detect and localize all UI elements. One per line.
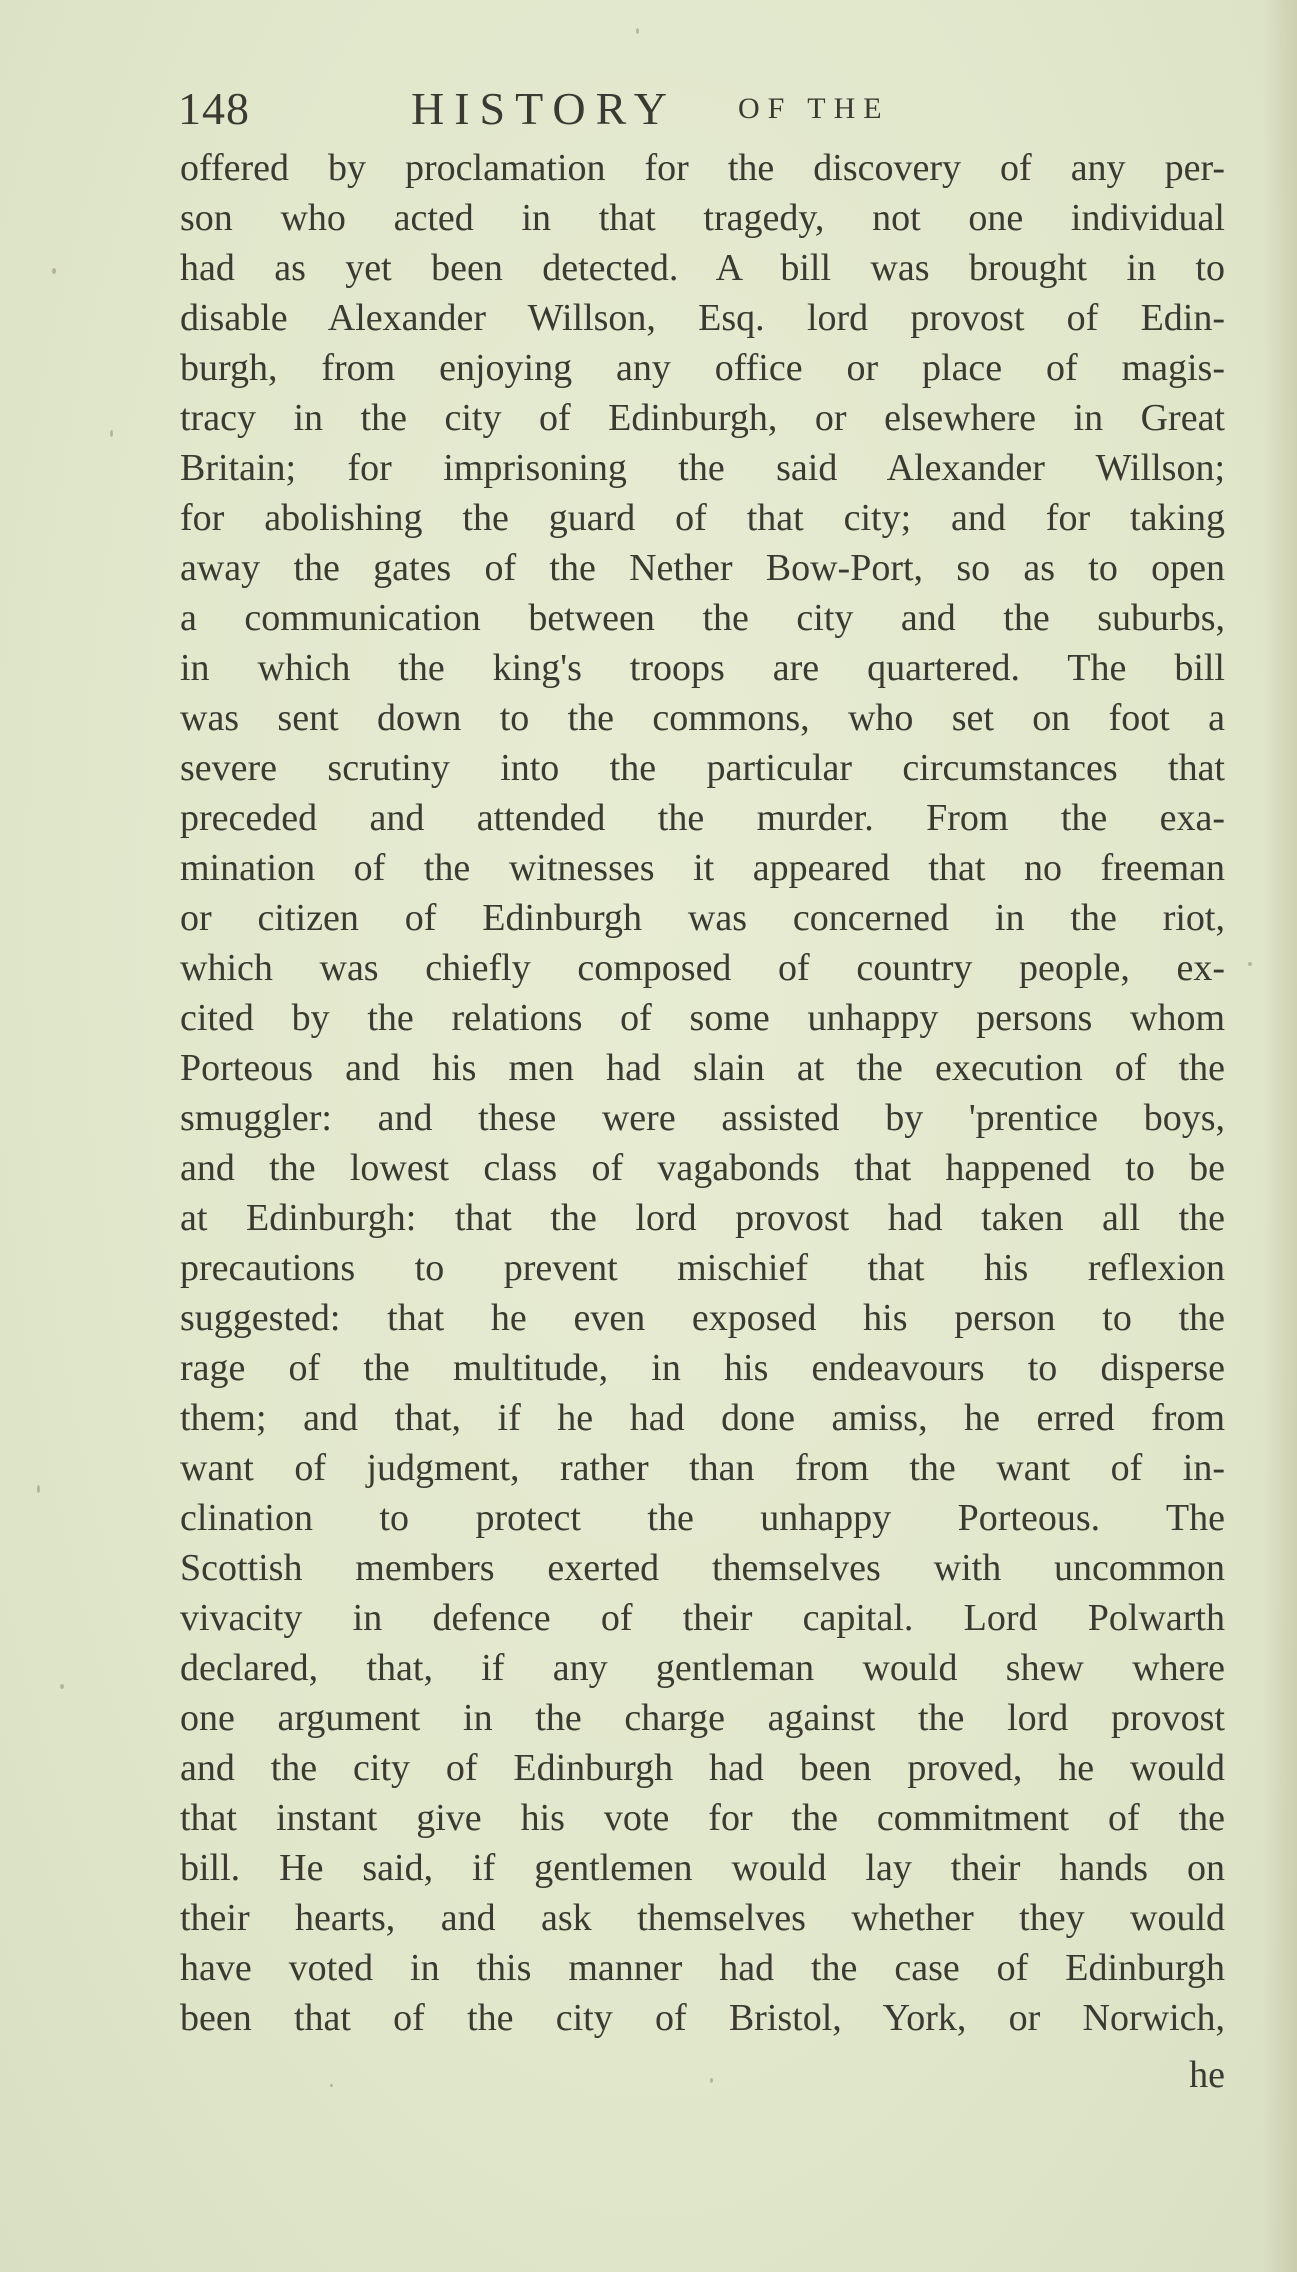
text-line: that instant give his vote for the commitment of the	[180, 1797, 1225, 1839]
text-line: Britain; for imprisoning the said Alexander Willson;	[180, 447, 1225, 489]
text-line: been that of the city of Bristol, York, or Norwich,	[180, 1997, 1225, 2039]
running-head-title: HISTORY	[411, 83, 677, 134]
paper-speck	[1248, 962, 1252, 966]
text-line: clination to protect the unhappy Porteous. The	[180, 1497, 1225, 1539]
text-line: a communication between the city and the suburbs,	[180, 597, 1225, 639]
running-head-suffix: OF THE	[738, 92, 890, 125]
text-line: them; and that, if he had done amiss, he erred from	[180, 1397, 1225, 1439]
text-line: cited by the relations of some unhappy persons whom	[180, 997, 1225, 1039]
body-text	[180, 143, 1225, 2043]
catchword: he	[1189, 2054, 1225, 2096]
text-line: which was chiefly composed of country people, ex-	[180, 947, 1225, 989]
text-line: their hearts, and ask themselves whether they would	[180, 1897, 1225, 1939]
text-line: smuggler: and these were assisted by 'prentice boys,	[180, 1097, 1225, 1139]
text-line: and the lowest class of vagabonds that happened to be	[180, 1147, 1225, 1189]
text-line: had as yet been detected. A bill was brought in to	[180, 247, 1225, 289]
paper-speck	[60, 1684, 64, 1689]
text-line: Scottish members exerted themselves with uncommon	[180, 1547, 1225, 1589]
text-line: was sent down to the commons, who set on foot a	[180, 697, 1225, 739]
text-line: preceded and attended the murder. From the exa-	[180, 797, 1225, 839]
running-head	[178, 82, 1228, 142]
text-line: offered by proclamation for the discovery of any per-	[180, 147, 1225, 189]
text-line: at Edinburgh: that the lord provost had taken all the	[180, 1197, 1225, 1239]
text-line: vivacity in defence of their capital. Lord Polwarth	[180, 1597, 1225, 1639]
paper-speck	[110, 430, 113, 437]
text-line: for abolishing the guard of that city; and for taking	[180, 497, 1225, 539]
text-line: rage of the multitude, in his endeavours to disperse	[180, 1347, 1225, 1389]
text-line: suggested: that he even exposed his person to the	[180, 1297, 1225, 1339]
page-edge-shadow	[1263, 0, 1297, 2272]
text-line: want of judgment, rather than from the want of in-	[180, 1447, 1225, 1489]
text-line: burgh, from enjoying any office or place of magis-	[180, 347, 1225, 389]
paper-speck	[52, 268, 56, 274]
text-line: declared, that, if any gentleman would shew where	[180, 1647, 1225, 1689]
text-line: Porteous and his men had slain at the execution of the	[180, 1047, 1225, 1089]
text-line: tracy in the city of Edinburgh, or elsewhere in Great	[180, 397, 1225, 439]
text-line: or citizen of Edinburgh was concerned in the riot,	[180, 897, 1225, 939]
text-line: one argument in the charge against the lord provost	[180, 1697, 1225, 1739]
text-line: precautions to prevent mischief that his reflexion	[180, 1247, 1225, 1289]
paper-speck	[37, 1485, 40, 1493]
text-line: away the gates of the Nether Bow-Port, so as to open	[180, 547, 1225, 589]
paper-speck	[636, 28, 639, 34]
text-line: bill. He said, if gentlemen would lay their hands on	[180, 1847, 1225, 1889]
paper-speck	[330, 2084, 333, 2087]
text-line: in which the king's troops are quartered. The bill	[180, 647, 1225, 689]
text-line: severe scrutiny into the particular circumstances that	[180, 747, 1225, 789]
paper-speck	[710, 2078, 713, 2083]
text-line: mination of the witnesses it appeared that no freeman	[180, 847, 1225, 889]
text-line: son who acted in that tragedy, not one individual	[180, 197, 1225, 239]
text-line: and the city of Edinburgh had been proved, he would	[180, 1747, 1225, 1789]
text-line: have voted in this manner had the case of Edinburgh	[180, 1947, 1225, 1989]
page-number: 148	[178, 83, 250, 134]
text-line: disable Alexander Willson, Esq. lord provost of Edin-	[180, 297, 1225, 339]
